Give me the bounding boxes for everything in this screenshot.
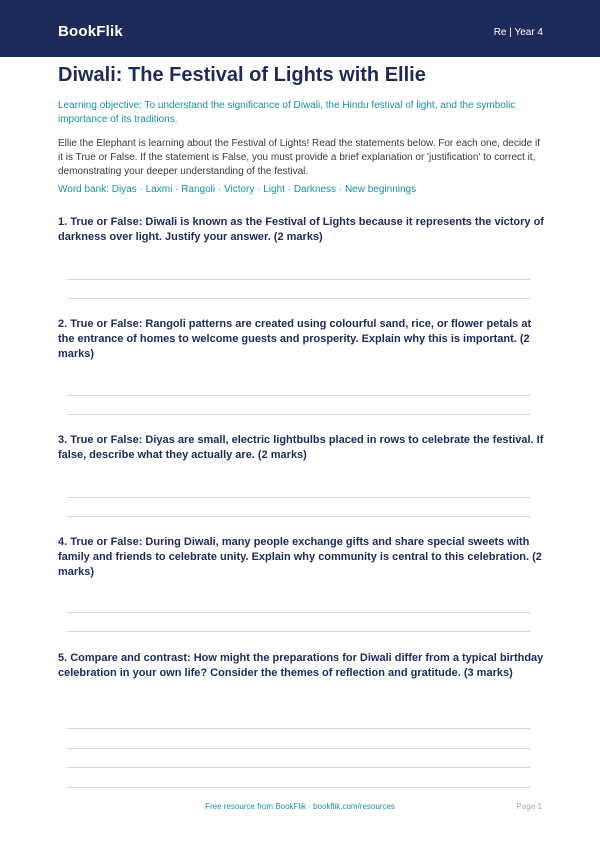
page-number: Page 1	[516, 802, 542, 811]
brand-logo: BookFlik	[58, 23, 123, 40]
answer-line[interactable]	[67, 612, 531, 613]
footer-credit: Free resource from BookFlik · bookflik.com/resources	[205, 802, 395, 811]
question-text: 1. True or False: Diwali is known as the Festival of Lights because it represents the victory of darkness over light. Justify your answer. (2 marks)	[58, 216, 544, 243]
word-bank: Word bank: Diyas · Laxmi · Rangoli · Victory · Light · Darkness · New beginnings	[58, 184, 417, 195]
learning-objective: Learning objective: To understand the significance of Diwali, the Hindu festival of light, and the symbolic importance of its traditions.	[58, 100, 516, 125]
question-text: 5. Compare and contrast: How might the preparations for Diwali differ from a typical birthday celebration in your own life? Consider the themes of reflection and gratitude. (3 marks)	[58, 652, 544, 679]
answer-line[interactable]	[67, 767, 531, 768]
question-text: 4. True or False: During Diwali, many people exchange gifts and share special sweets with family and friends to celebrate unity. Explain why community is central to this celebration. (2 marks)	[58, 536, 542, 578]
answer-line[interactable]	[67, 728, 531, 729]
answer-line[interactable]	[67, 748, 531, 749]
question-text: 3. True or False: Diyas are small, electric lightbulbs placed in rows to celebrate the festival. If false, describe what they actually are. (2 marks)	[58, 434, 544, 461]
answer-line[interactable]	[67, 516, 531, 517]
answer-line[interactable]	[67, 787, 531, 788]
answer-line[interactable]	[67, 497, 531, 498]
instructions: Ellie the Elephant is learning about the Festival of Lights! Read the statements below. For each one, decide if it is True or False. If the statement is False, you must provide a brief explanation or 'justification' to correct it, demonstrating your deeper understanding of the festival.	[58, 138, 540, 177]
header-meta: Re | Year 4	[493, 27, 543, 38]
page-header	[0, 0, 600, 57]
page-title: Diwali: The Festival of Lights with Ellie	[58, 64, 426, 86]
answer-line[interactable]	[67, 298, 531, 299]
answer-line[interactable]	[67, 279, 531, 280]
question-text: 2. True or False: Rangoli patterns are created using colourful sand, rice, or flower petals at the entrance of homes to welcome guests and prosperity. Explain why this is important. (2 marks)	[58, 318, 532, 360]
answer-line[interactable]	[67, 414, 531, 415]
answer-line[interactable]	[67, 631, 531, 632]
answer-line[interactable]	[67, 395, 531, 396]
